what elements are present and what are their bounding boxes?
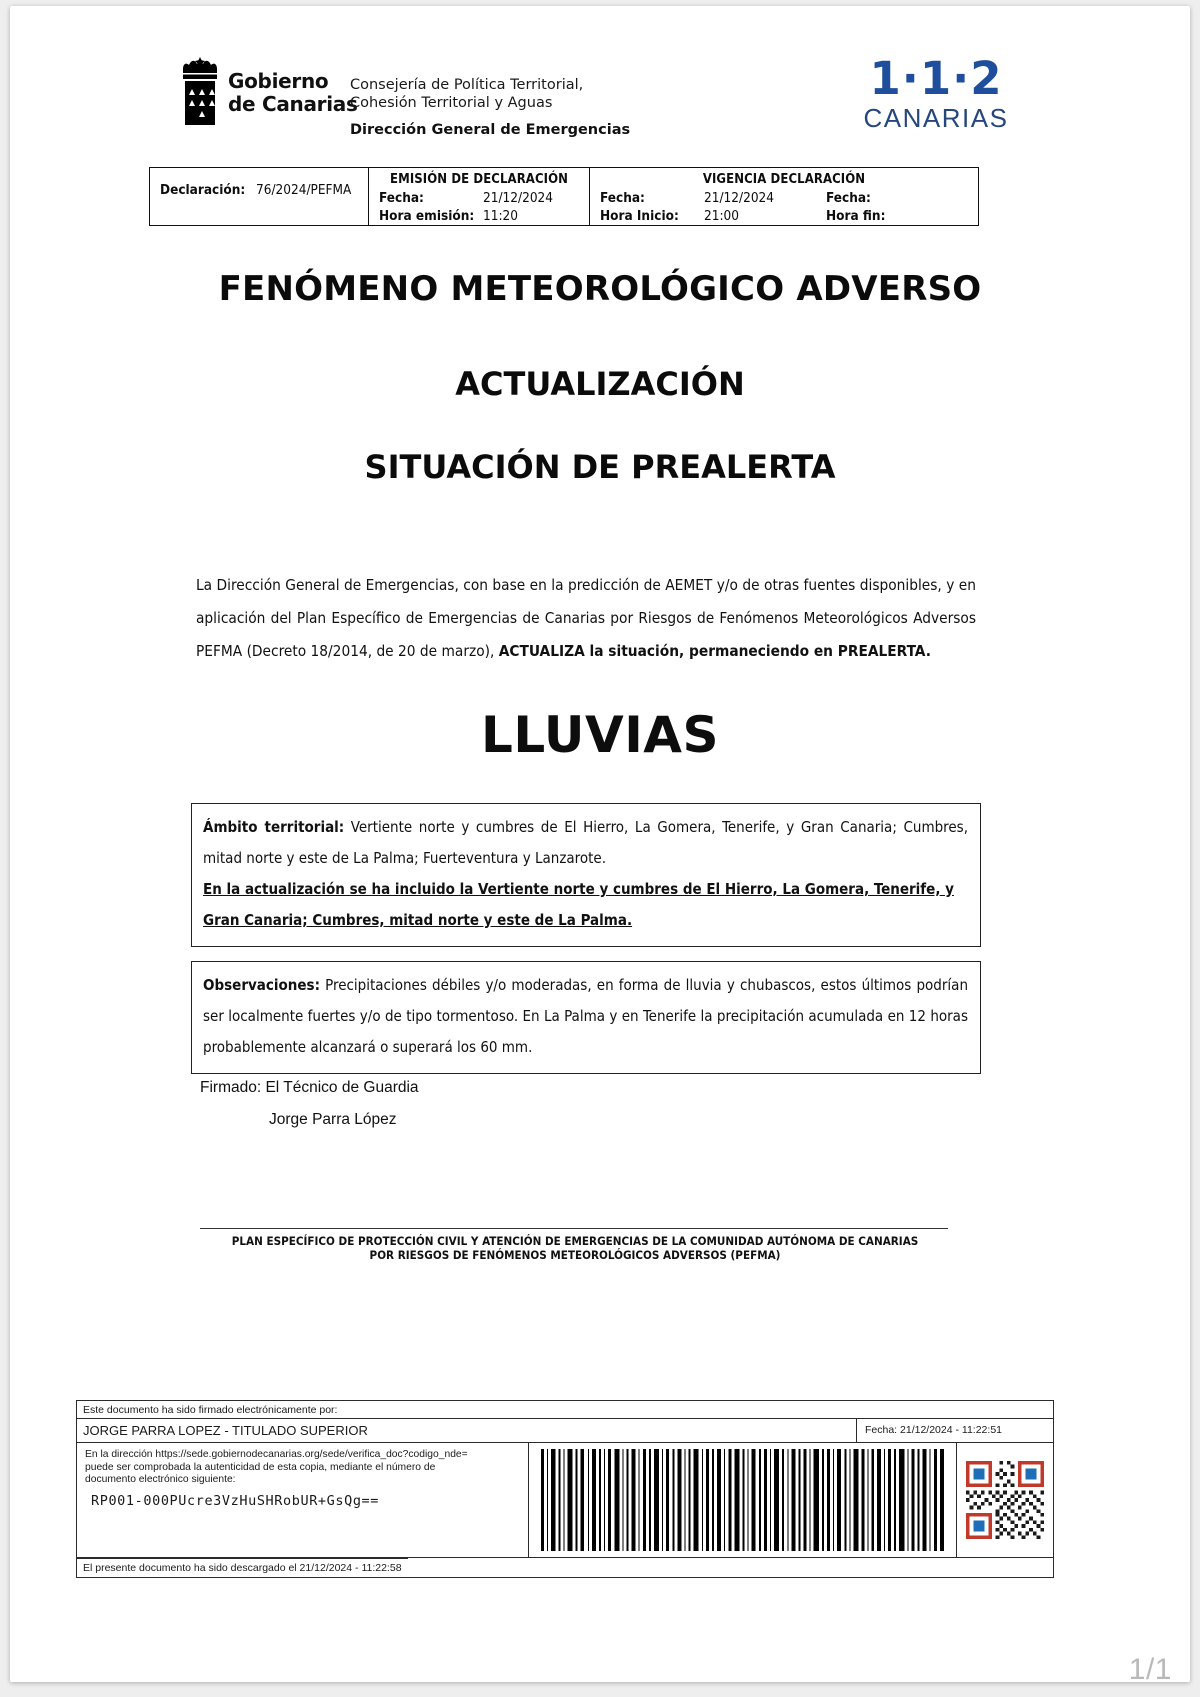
footer-text-line1: PLAN ESPECÍFICO DE PROTECCIÓN CIVIL Y ATENCIÓN DE EMERGENCIAS DE LA COMUNIDAD AUTÓNOMA DE CANARIAS bbox=[231, 1234, 919, 1248]
logo-112-canarias bbox=[836, 52, 1036, 133]
phenomenon-title: LLUVIAS bbox=[480, 706, 720, 764]
vigencia-hora-fin-label: Hora fin: bbox=[826, 208, 886, 224]
observaciones-label: Observaciones: bbox=[203, 976, 320, 994]
emision-hora-label: Hora emisión: bbox=[379, 208, 475, 224]
footer-divider bbox=[200, 1228, 948, 1229]
declaration-value: 76/2024/PEFMA bbox=[256, 182, 352, 198]
declaration-column-vigencia bbox=[590, 168, 978, 225]
emision-hora-row bbox=[369, 207, 589, 225]
electronic-signature-block bbox=[76, 1400, 1054, 1578]
government-name-line1: Gobierno bbox=[228, 69, 329, 93]
verify-line-3: documento electrónico siguiente: bbox=[85, 1474, 236, 1486]
document-header bbox=[10, 48, 1190, 148]
esignature-verification-row bbox=[77, 1443, 1053, 1558]
esignature-signer-row bbox=[77, 1419, 1053, 1443]
emision-fecha-label: Fecha: bbox=[379, 190, 424, 206]
consejeria-line1: Consejería de Política Territorial, bbox=[350, 77, 584, 93]
logo-112-digits: 1·1·2 bbox=[869, 52, 1003, 105]
signature-role: Firmado: El Técnico de Guardia bbox=[200, 1079, 419, 1096]
document-subtitle-situacion: SITUACIÓN DE PREALERTA bbox=[364, 448, 836, 486]
government-name bbox=[228, 70, 358, 116]
vigencia-fecha-inicio-label: Fecha: bbox=[600, 190, 645, 206]
footer-text-line2: POR RIESGOS DE FENÓMENOS METEOROLÓGICOS ADVERSOS (PEFMA) bbox=[369, 1248, 781, 1262]
vigencia-hora-inicio-value: 21:00 bbox=[704, 208, 739, 224]
vigencia-fecha-row bbox=[590, 189, 978, 207]
esignature-download-text: El presente documento ha sido descargado el 21/12/2024 - 11:22:58 bbox=[77, 1558, 408, 1577]
esignature-verification-text bbox=[77, 1443, 529, 1557]
ambito-update-note: En la actualización se ha incluido la Vertiente norte y cumbres de El Hierro, La Gomera, Tenerife, y Gran Canaria; Cumbres, mitad norte y este de La Palma. bbox=[203, 880, 954, 929]
esignature-download-row bbox=[77, 1558, 1053, 1577]
observaciones-text: Precipitaciones débiles y/o moderadas, en forma de lluvia y chubascos, estos últimos podrían ser localmente fuertes y/o de tipo tormentoso. En La Palma y en Tenerife la precipitación acumulada en 12 horas probablemente alcanzará o superará los 60 mm. bbox=[203, 976, 968, 1056]
ambito-text: Vertiente norte y cumbres de El Hierro, La Gomera, Tenerife, y Gran Canaria; Cumbres, mitad norte y este de La Palma; Fuerteventura y Lanzarote. bbox=[203, 818, 969, 867]
vigencia-fecha-inicio-value: 21/12/2024 bbox=[704, 190, 774, 206]
vigencia-hora-row bbox=[590, 207, 978, 225]
document-body bbox=[10, 6, 1190, 1682]
ambito-territorial-box bbox=[191, 803, 981, 947]
verify-line-1: En la dirección https://sede.gobiernodecanarias.org/sede/verifica_doc?codigo_nde= bbox=[85, 1449, 468, 1460]
esignature-header-text: Este documento ha sido firmado electrónicamente por: bbox=[83, 1404, 338, 1416]
emision-hora-value: 11:20 bbox=[483, 208, 518, 224]
direccion-general-text: Dirección General de Emergencias bbox=[350, 122, 631, 138]
barcode-image bbox=[529, 1443, 957, 1557]
esignature-signer-name: JORGE PARRA LOPEZ - TITULADO SUPERIOR bbox=[77, 1419, 857, 1442]
consejeria-line2: Cohesión Territorial y Aguas bbox=[350, 95, 553, 111]
esignature-document-code: RP001-000PUcre3VzHuSHRobUR+GsQg== bbox=[91, 1492, 380, 1509]
document-subtitle-actualizacion: ACTUALIZACIÓN bbox=[455, 365, 745, 403]
logo-112-subtitle: CANARIAS bbox=[863, 103, 1009, 133]
declaration-label: Declaración: bbox=[160, 182, 246, 198]
body-paragraph bbox=[196, 569, 976, 668]
ambito-label: Ámbito territorial: bbox=[203, 818, 345, 836]
document-title: FENÓMENO METEOROLÓGICO ADVERSO bbox=[218, 269, 982, 309]
vigencia-hora-inicio-label: Hora Inicio: bbox=[600, 208, 679, 224]
emision-fecha-row bbox=[369, 189, 589, 207]
qr-code-image bbox=[957, 1443, 1053, 1557]
declaration-number-row bbox=[150, 174, 368, 199]
government-name-line2: de Canarias bbox=[228, 92, 358, 116]
document-page bbox=[10, 6, 1190, 1682]
declaration-table bbox=[149, 167, 979, 226]
emision-fecha-value: 21/12/2024 bbox=[483, 190, 553, 206]
observaciones-box bbox=[191, 961, 981, 1074]
vigencia-header: VIGENCIA DECLARACIÓN bbox=[702, 172, 866, 187]
emision-header: EMISIÓN DE DECLARACIÓN bbox=[389, 172, 569, 187]
declaration-column-emision bbox=[369, 168, 590, 225]
verify-line-2: puede ser comprobada la autenticidad de esta copia, mediante el número de bbox=[85, 1461, 436, 1473]
footer-text bbox=[160, 1234, 990, 1262]
signature-name: Jorge Parra López bbox=[269, 1111, 397, 1128]
body-paragraph-bold: ACTUALIZA la situación, permaneciendo en PREALERTA. bbox=[498, 642, 931, 660]
esignature-date: Fecha: 21/12/2024 - 11:22:51 bbox=[865, 1424, 1002, 1436]
declaration-column-id bbox=[150, 168, 369, 225]
canary-islands-crest-icon bbox=[177, 56, 223, 128]
consejeria-text bbox=[350, 76, 583, 112]
esignature-header-row bbox=[77, 1401, 1053, 1419]
vigencia-fecha-fin-label: Fecha: bbox=[826, 190, 871, 206]
body-paragraph-text: La Dirección General de Emergencias, con base en la predicción de AEMET y/o de otras fuentes disponibles, y en aplicación del Plan Específico de Emergencias de Canarias por Riesgos de Fenómenos Meteorológicos Adversos PEFMA (Decreto 18/2014, de 20 de marzo), bbox=[196, 576, 976, 660]
page-indicator: 1/1 bbox=[1128, 1653, 1172, 1686]
